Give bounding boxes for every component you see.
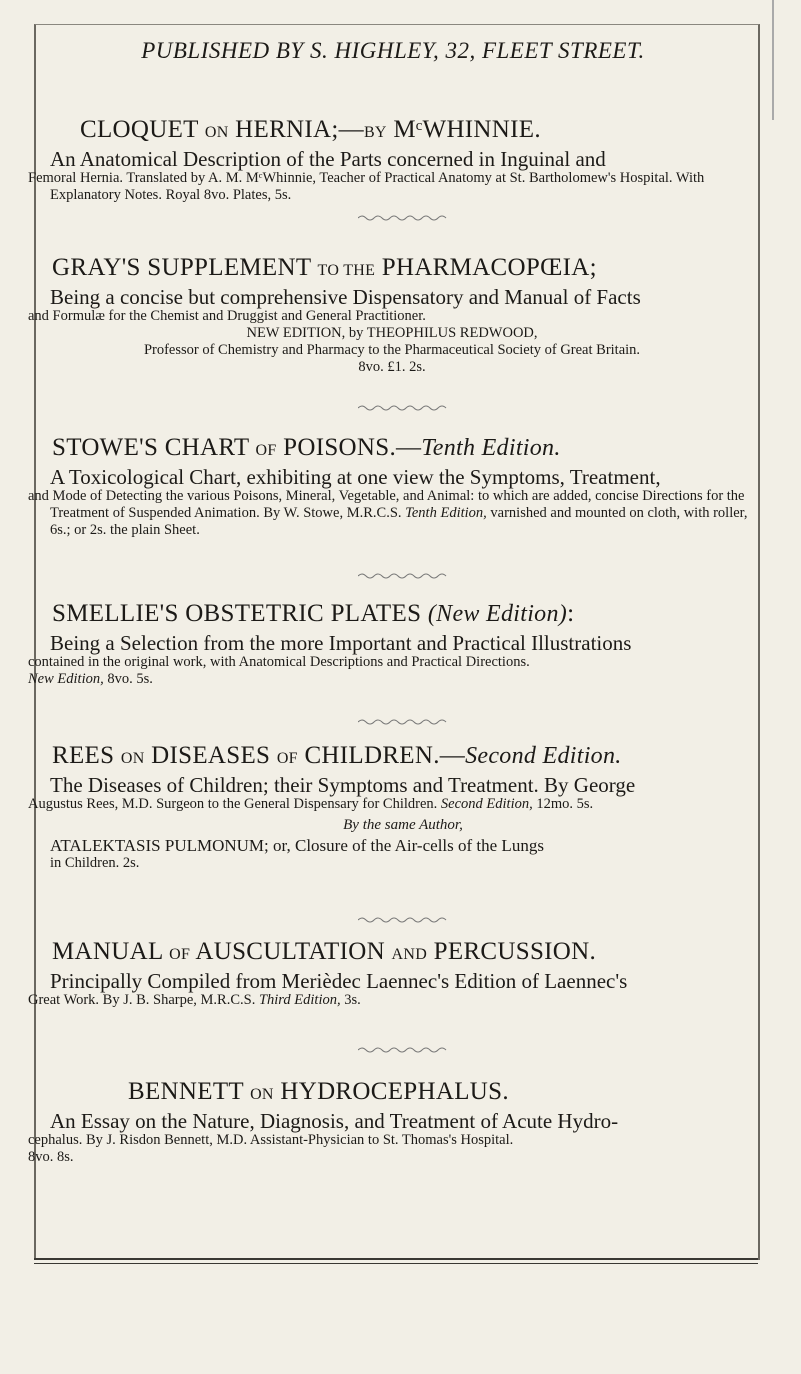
entry-lead: Being a concise but comprehensive Dispensatory and Manual of Facts (50, 285, 641, 309)
body-edition: Second Edition, (440, 796, 533, 812)
entry-body (28, 796, 756, 813)
entry-lead: A Toxicological Chart, exhibiting at one view the Symptoms, Treatment, (50, 465, 661, 489)
entry-gray (28, 254, 756, 376)
entry-price: 8vo. £1. 2s. (358, 359, 426, 375)
advertisement-page (28, 38, 756, 1165)
heading-text: POISONS.— (283, 434, 422, 461)
heading-text: HERNIA;— (235, 116, 364, 143)
heading-connector: OF (276, 750, 298, 767)
body-text: 3s. (344, 992, 361, 1008)
entry-body: in Children. 2s. (50, 855, 140, 871)
heading-text: SMELLIE'S OBSTETRIC PLATES (52, 600, 422, 627)
heading-text: PERCUSSION. (433, 938, 597, 965)
entry-lead: Being a Selection from the more Important and Practical Illustrations (50, 631, 632, 655)
entry-edition: NEW EDITION, by THEOPHILUS REDWOOD, (246, 325, 538, 341)
body-text: varnished and mounted on cloth, with roller, 6s.; or 2s. the plain Sheet. (50, 505, 748, 538)
body-text: 12mo. 5s. (536, 796, 594, 812)
heading-edition: (New Edition) (427, 601, 568, 627)
heading-connector: OF (255, 442, 277, 459)
entry-smellie (28, 600, 756, 688)
body-edition: Tenth Edition, (405, 505, 487, 521)
heading-text: PHARMACOPŒIA; (381, 254, 597, 281)
heading-connector: AND (391, 946, 428, 963)
entry-heading (50, 938, 756, 966)
entry-auscultation (28, 938, 756, 1009)
heading-text: AUSCULTATION (195, 938, 385, 965)
publisher-line: PUBLISHED BY S. HIGHLEY, 32, FLEET STREET. (141, 38, 645, 63)
heading-text: CLOQUET (80, 116, 199, 143)
entry-lead: Principally Compiled from Merièdec Laennec's Edition of Laennec's (50, 969, 628, 993)
heading-text: GRAY'S SUPPLEMENT (52, 254, 311, 281)
heading-connector: OF (169, 946, 191, 963)
body-text: 8vo. 5s. (107, 671, 153, 687)
entry-body: Femoral Hernia. Translated by A. M. MᶜWhinnie, Teacher of Practical Anatomy at St. Bartholomew's Hospital. With Explanatory Notes. Royal 8vo. Plates, 5s. (28, 170, 705, 203)
body-text: Augustus Rees, M.D. Surgeon to the General Dispensary for Children. (28, 796, 438, 812)
entry-body: cephalus. By J. Risdon Bennett, M.D. Assistant-Physician to St. Thomas's Hospital. (28, 1132, 514, 1148)
heading-text: REES (52, 742, 115, 769)
entry-author-title: Professor of Chemistry and Pharmacy to the Pharmaceutical Society of Great Britain. (143, 342, 641, 358)
entry-heading (50, 116, 756, 144)
body-edition: Third Edition, (258, 992, 341, 1008)
entry-body: and Formulæ for the Chemist and Druggist and General Practitioner. (28, 308, 426, 324)
entry-stowe (28, 434, 756, 539)
entry-lead: An Anatomical Description of the Parts concerned in Inguinal and (50, 147, 606, 171)
heading-text: : (567, 600, 575, 627)
ornament-divider (358, 718, 448, 726)
body-edition: New Edition, (28, 671, 104, 687)
entry-subtitle: ATALEKTASIS PULMONUM; or, Closure of the Air-cells of the Lungs (50, 836, 544, 855)
body-text: and Mode of Detecting the various Poisons, Mineral, Vegetable, and Animal: to which are added, concise Directions for the Treatment of Suspended Animation. By W. Stowe, M.R.C.S. (28, 488, 745, 521)
entry-price: 8vo. 8s. (28, 1149, 74, 1165)
body-text: Great Work. By J. B. Sharpe, M.R.C.S. (28, 992, 256, 1008)
heading-connector: ON (120, 750, 145, 767)
entry-body (28, 488, 756, 539)
entry-lead: An Essay on the Nature, Diagnosis, and Treatment of Acute Hydro- (50, 1109, 619, 1133)
heading-text: BENNETT (128, 1078, 244, 1105)
heading-text: STOWE'S CHART (52, 434, 249, 461)
bottom-rule (34, 1258, 758, 1260)
heading-text: MᶜWHINNIE. (393, 116, 541, 143)
heading-connector: TO THE (317, 262, 376, 279)
ornament-divider (358, 916, 448, 924)
same-author-note: By the same Author, (343, 817, 463, 833)
ornament-divider (358, 404, 448, 412)
heading-connector: ON (204, 124, 229, 141)
ornament-divider (358, 572, 448, 580)
entry-heading (50, 434, 756, 462)
entry-heading (50, 254, 756, 282)
ornament-divider (358, 214, 448, 222)
entry-rees (28, 742, 756, 872)
heading-edition: Second Edition. (465, 743, 622, 769)
bottom-rule-thin (34, 1263, 758, 1264)
entry-heading (50, 1078, 756, 1106)
entry-lead: The Diseases of Children; their Symptoms and Treatment. By George (50, 773, 636, 797)
heading-text: MANUAL (52, 938, 163, 965)
heading-edition: Tenth Edition. (421, 435, 561, 461)
entry-cloquet (28, 116, 756, 204)
entry-body (28, 992, 756, 1009)
entry-price (28, 671, 756, 688)
entry-heading (50, 742, 756, 770)
ornament-divider (358, 1046, 448, 1054)
heading-text: DISEASES (151, 742, 271, 769)
heading-text: HYDROCEPHALUS. (280, 1078, 509, 1105)
entry-body: contained in the original work, with Anatomical Descriptions and Practical Directions. (28, 654, 530, 670)
entry-heading (50, 600, 756, 628)
margin-mark (772, 0, 774, 120)
heading-connector: ON (250, 1086, 274, 1103)
heading-text: CHILDREN.— (304, 742, 466, 769)
entry-bennett (28, 1078, 756, 1166)
heading-connector: BY (363, 124, 387, 141)
